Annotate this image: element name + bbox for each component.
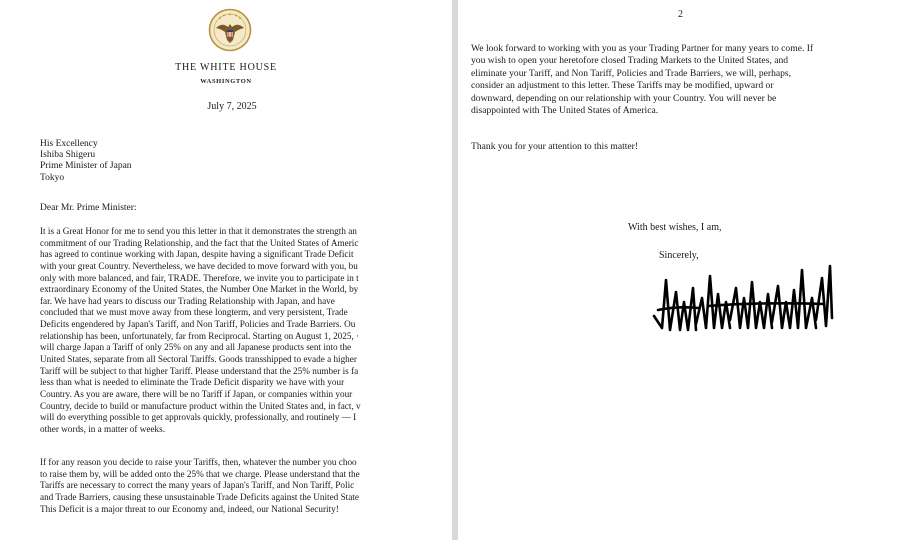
signoff: Sincerely, (659, 250, 699, 261)
page2-paragraph-2: Thank you for your attention to this matter! (471, 141, 639, 152)
presidential-seal-icon (208, 8, 252, 52)
body-paragraph-1 (40, 226, 410, 436)
text-line: will charge Japan a Tariff of only 25% on any and all Japanese products sent into the (40, 342, 352, 353)
text-line: and Trade Barriers, causing these unsustainable Trade Deficits against the United State (40, 491, 359, 502)
text-line: This Deficit is a major threat to our Economy and, indeed, our National Security! (40, 503, 339, 514)
body-paragraph-2 (40, 457, 410, 515)
text-line: to raise them by, will be added onto the 25% that we charge. Please understand that the (40, 468, 360, 479)
text-line: Country, decide to build or manufacture product within the United States and, in fact, v (40, 400, 361, 411)
page-number: 2 (678, 9, 683, 20)
handwritten-signature-icon (648, 258, 838, 344)
letter-date: July 7, 2025 (207, 101, 257, 112)
recipient-line: Tokyo (40, 172, 65, 183)
text-line: Tariffs are necessary to correct the many years of Japan's Tariff, and Non Tariff, Polic (40, 480, 355, 491)
recipient-line: His Excellency (40, 139, 98, 149)
text-line: eliminate your Tariff, and Non Tariff, Policies and Trade Barriers, we will, perhaps, (471, 67, 792, 79)
letterhead-city: WASHINGTON (200, 78, 252, 85)
closing-line: With best wishes, I am, (628, 222, 722, 233)
text-line: with your great Country. Nevertheless, we have decided to move forward with you, bu (40, 260, 358, 271)
text-line: If for any reason you decide to raise your Tariffs, then, whatever the number you choo (40, 457, 357, 467)
text-line: Tariff will be subject to that higher Tariff. Please understand that the 25% number is fa (40, 365, 359, 376)
text-line: only with more balanced, and fair, TRADE. Therefore, we invite you to participate in t (40, 272, 359, 283)
text-line: less than what is needed to eliminate the Trade Deficit disparity we have with your (40, 377, 345, 388)
text-line: far. We have had years to discuss our Trading Relationship with Japan, and have (40, 295, 335, 306)
letterhead-title: THE WHITE HOUSE (175, 62, 277, 73)
page2-paragraph-1 (471, 43, 896, 117)
text-line: It is a Great Honor for me to send you this letter in that it demonstrates the strength an (40, 226, 357, 236)
text-line: United States, separate from all Sectoral Tariffs. Goods transshipped to evade a higher (40, 354, 357, 365)
recipient-line: Prime Minister of Japan (40, 161, 132, 172)
text-line: other words, in a matter of weeks. (40, 423, 166, 434)
recipient-line: Ishiba Shigeru (40, 150, 96, 161)
salutation: Dear Mr. Prime Minister: (40, 203, 137, 213)
text-line: you wish to open your heretofore closed Trading Markets to the United States, and (471, 55, 789, 67)
recipient-address (40, 139, 132, 184)
text-line: concluded that we must move away from these longterm, and very persistent, Trade (40, 307, 348, 318)
text-line: has agreed to continue working with Japan, despite having a significant Trade Deficit (40, 249, 354, 260)
text-line: Deficits engendered by Japan's Tariff, and Non Tariff, Policies and Trade Barriers. Ou (40, 319, 356, 330)
text-line: will do everything possible to get approvals quickly, professionally, and routinely — I (40, 412, 357, 423)
text-line: downward, depending on our relationship with your Country. You will never be (471, 92, 777, 104)
text-line: Country. As you are aware, there will be no Tariff if Japan, or companies within your (40, 388, 353, 399)
text-line: disappointed with The United States of America. (471, 104, 659, 116)
text-line: relationship has been, unfortunately, far from Reciprocal. Starting on August 1, 2025, · (40, 330, 360, 341)
text-line: extraordinary Economy of the United States, the Number One Market in the World, by (40, 284, 359, 295)
text-line: commitment of our Trading Relationship, and the fact that the United States of Americ (40, 237, 359, 248)
text-line: consider an adjustment to this letter. These Tariffs may be modified, upward or (471, 80, 774, 92)
text-line: We look forward to working with you as your Trading Partner for many years to come. If (471, 43, 814, 54)
